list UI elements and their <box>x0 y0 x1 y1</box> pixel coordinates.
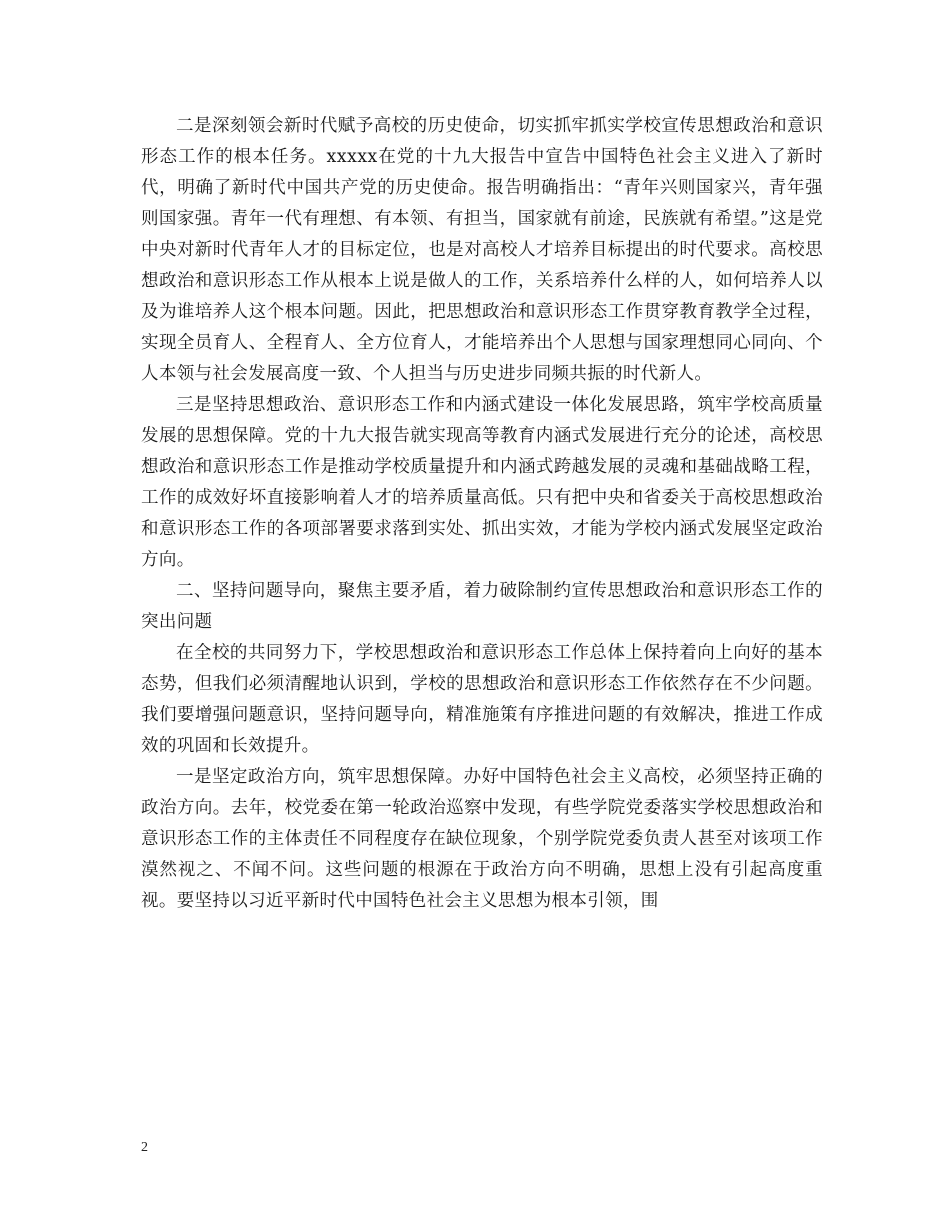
paragraph: 三是坚持思想政治、意识形态工作和内涵式建设一体化发展思路，筑牢学校高质量发展的思想保障。党的十九大报告就实现高等教育内涵式发展进行充分的论述，高校思想政治和意识形态工作是推动学校质量提升和内涵式跨越发展的灵魂和基础战略工程，工作的成效好坏直接影响着人才的培养质量高低。只有把中央和省委关于高校思想政治和意识形态工作的各项部署要求落到实处、抓出实效，才能为学校内涵式发展坚定政治方向。 <box>141 395 823 570</box>
paragraph: 一是坚定政治方向，筑牢思想保障。办好中国特色社会主义高校，必须坚持正确的政治方向。去年，校党委在第一轮政治巡察中发现，有些学院党委落实学校思想政治和意识形态工作的主体责任不同程度存在缺位现象，个别学院党委负责人甚至对该项工作漠然视之、不闻不问。这些问题的根源在于政治方向不明确，思想上没有引起高度重视。要坚持以习近平新时代中国特色社会主义思想为根本引领，围 <box>141 767 823 911</box>
paragraph: 在全校的共同努力下，学校思想政治和意识形态工作总体上保持着向上向好的基本态势，但我们必须清醒地认识到，学校的思想政治和意识形态工作依然存在不少问题。我们要增强问题意识，坚持问题导向，精准施策有序推进问题的有效解决，推进工作成效的巩固和长效提升。 <box>141 643 823 756</box>
page-number: 2 <box>141 1140 148 1155</box>
section-heading: 二、坚持问题导向，聚焦主要矛盾，着力破除制约宣传思想政治和意识形态工作的突出问题 <box>141 581 823 632</box>
body-text <box>141 111 823 917</box>
paragraph: 二是深刻领会新时代赋予高校的历史使命，切实抓牢抓实学校宣传思想政治和意识形态工作的根本任务。xxxxx在党的十九大报告中宣告中国特色社会主义进入了新时代，明确了新时代中国共产党的历史使命。报告明确指出：“青年兴则国家兴，青年强则国家强。青年一代有理想、有本领、有担当，国家就有前途，民族就有希望。”这是党中央对新时代青年人才的目标定位，也是对高校人才培养目标提出的时代要求。高校思想政治和意识形态工作从根本上说是做人的工作，关系培养什么样的人，如何培养人以及为谁培养人这个根本问题。因此，把思想政治和意识形态工作贯穿教育教学全过程，实现全员育人、全程育人、全方位育人，才能培养出个人思想与国家理想同心同向、个人本领与社会发展高度一致、个人担当与历史进步同频共振的时代新人。 <box>141 116 823 384</box>
